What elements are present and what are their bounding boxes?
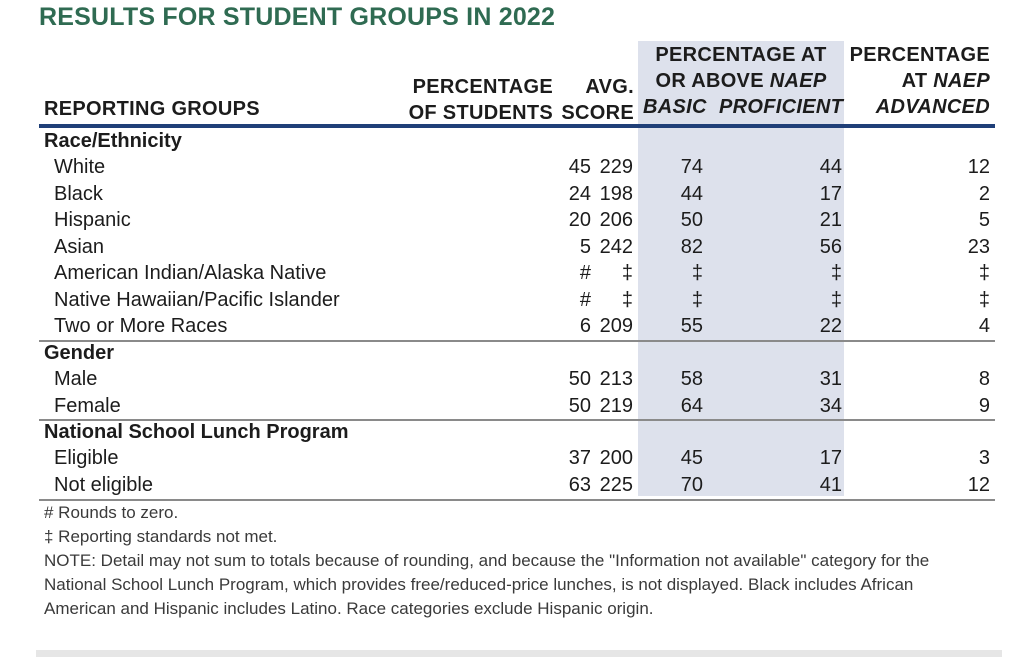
row-label: Female [54, 394, 121, 417]
cell-proficient: 44 [819, 156, 842, 179]
header-advanced-at: AT [901, 70, 934, 92]
header-at-above-naep: NAEP [769, 70, 827, 92]
row-label: Not eligible [54, 473, 153, 496]
cell-proficient: 17 [819, 182, 842, 205]
cell-pct-students: # [579, 262, 591, 285]
table-row [39, 287, 995, 313]
cell-pct-students: 50 [568, 368, 591, 391]
cell-basic: 58 [680, 368, 703, 391]
cell-basic: 50 [680, 209, 703, 232]
group-heading-row [39, 419, 995, 445]
cell-proficient: 56 [819, 235, 842, 258]
header-advanced [846, 42, 990, 120]
header-advanced-line2 [846, 68, 990, 94]
table-row [39, 181, 995, 207]
cell-advanced: 5 [978, 209, 990, 232]
cell-basic: 74 [680, 156, 703, 179]
cell-basic: ‡ [691, 288, 703, 311]
header-at-above-line2 [640, 68, 842, 94]
cell-pct-students: 20 [568, 209, 591, 232]
cell-advanced: 3 [978, 447, 990, 470]
cell-basic: 44 [680, 182, 703, 205]
cell-proficient: 22 [819, 315, 842, 338]
header-avg-line1: AVG. [585, 76, 634, 98]
cell-proficient: 31 [819, 368, 842, 391]
cell-basic: 64 [680, 394, 703, 417]
row-label: White [54, 156, 106, 179]
header-advanced-line1: PERCENTAGE [849, 44, 990, 66]
header-reporting-groups: REPORTING GROUPS [44, 98, 260, 120]
cell-avg-score: 229 [599, 156, 633, 179]
cell-avg-score: 213 [599, 368, 633, 391]
cell-pct-students: 50 [568, 394, 591, 417]
cell-pct-students: # [579, 288, 591, 311]
cell-proficient: ‡ [830, 288, 842, 311]
cell-basic: 55 [680, 315, 703, 338]
group-heading-row [39, 128, 995, 154]
cell-advanced: 12 [967, 473, 990, 496]
header-at-above-line1: PERCENTAGE AT [655, 44, 827, 66]
footnote: # Rounds to zero. [44, 503, 179, 523]
cell-avg-score: 242 [599, 235, 633, 258]
cell-avg-score: 200 [599, 447, 633, 470]
cell-advanced: 9 [978, 394, 990, 417]
table-row [39, 234, 995, 260]
cell-avg-score: 219 [599, 394, 633, 417]
page-frame-bottom [36, 650, 1002, 657]
row-label: Black [54, 182, 103, 205]
header-proficient: PROFICIENT [719, 96, 844, 118]
table-row [39, 445, 995, 471]
cell-basic: ‡ [691, 262, 703, 285]
header-avg-score [560, 74, 634, 126]
cell-proficient: ‡ [830, 262, 842, 285]
cell-avg-score: 198 [599, 182, 633, 205]
cell-avg-score: 225 [599, 473, 633, 496]
page-title: RESULTS FOR STUDENT GROUPS IN 2022 [39, 3, 556, 31]
group-heading: Gender [44, 341, 115, 364]
header-advanced-naep: NAEP [933, 70, 990, 92]
group-heading: National School Lunch Program [44, 420, 349, 443]
table-row [39, 472, 995, 498]
header-at-or-above [640, 42, 842, 94]
header-avg-line2: SCORE [561, 102, 634, 124]
cell-avg-score: ‡ [621, 288, 633, 311]
cell-advanced: 2 [978, 182, 990, 205]
row-label: American Indian/Alaska Native [54, 262, 327, 285]
cell-proficient: 34 [819, 394, 842, 417]
row-label: Eligible [54, 447, 119, 470]
cell-pct-students: 5 [579, 235, 591, 258]
cell-basic: 82 [680, 235, 703, 258]
header-pct-students-line2: OF STUDENTS [408, 102, 553, 124]
cell-avg-score: ‡ [621, 262, 633, 285]
row-label: Two or More Races [54, 315, 228, 338]
row-label: Hispanic [54, 209, 131, 232]
cell-pct-students: 63 [568, 473, 591, 496]
group-heading-row [39, 340, 995, 366]
table-row [39, 393, 995, 419]
cell-basic: 70 [680, 473, 703, 496]
cell-basic: 45 [680, 447, 703, 470]
cell-pct-students: 6 [579, 315, 591, 338]
group-heading: Race/Ethnicity [44, 130, 182, 152]
table-row [39, 366, 995, 392]
cell-advanced: 12 [967, 156, 990, 179]
header-basic: BASIC [643, 96, 707, 118]
header-pct-students [405, 74, 553, 126]
note-text: NOTE: Detail may not sum to totals because of rounding, and because the "Information not available" category for the National School Lunch Program, which provides free/reduced-price lunches, is not displayed. Black includes African American and Hispanic includes Latino. Race categories exclude Hispanic origin. [44, 551, 930, 619]
header-at-above-or: OR ABOVE [655, 70, 770, 92]
cell-pct-students: 45 [568, 156, 591, 179]
cell-avg-score: 209 [599, 315, 633, 338]
row-label: Native Hawaiian/Pacific Islander [54, 288, 340, 311]
row-label: Male [54, 368, 98, 391]
row-label: Asian [54, 235, 105, 258]
cell-advanced: 23 [967, 235, 990, 258]
cell-pct-students: 24 [568, 182, 591, 205]
header-advanced-line3: ADVANCED [875, 96, 990, 118]
cell-advanced: ‡ [978, 288, 990, 311]
table-row [39, 154, 995, 180]
cell-avg-score: 206 [599, 209, 633, 232]
table-row [39, 207, 995, 233]
table-row [39, 260, 995, 286]
cell-proficient: 17 [819, 447, 842, 470]
cell-advanced: ‡ [978, 262, 990, 285]
cell-pct-students: 37 [568, 447, 591, 470]
cell-proficient: 21 [819, 209, 842, 232]
cell-advanced: 8 [978, 368, 990, 391]
table-row [39, 313, 995, 339]
cell-advanced: 4 [978, 315, 990, 338]
header-pct-students-line1: PERCENTAGE [412, 76, 553, 98]
cell-proficient: 41 [819, 473, 842, 496]
footnote: ‡ Reporting standards not met. [44, 527, 278, 547]
